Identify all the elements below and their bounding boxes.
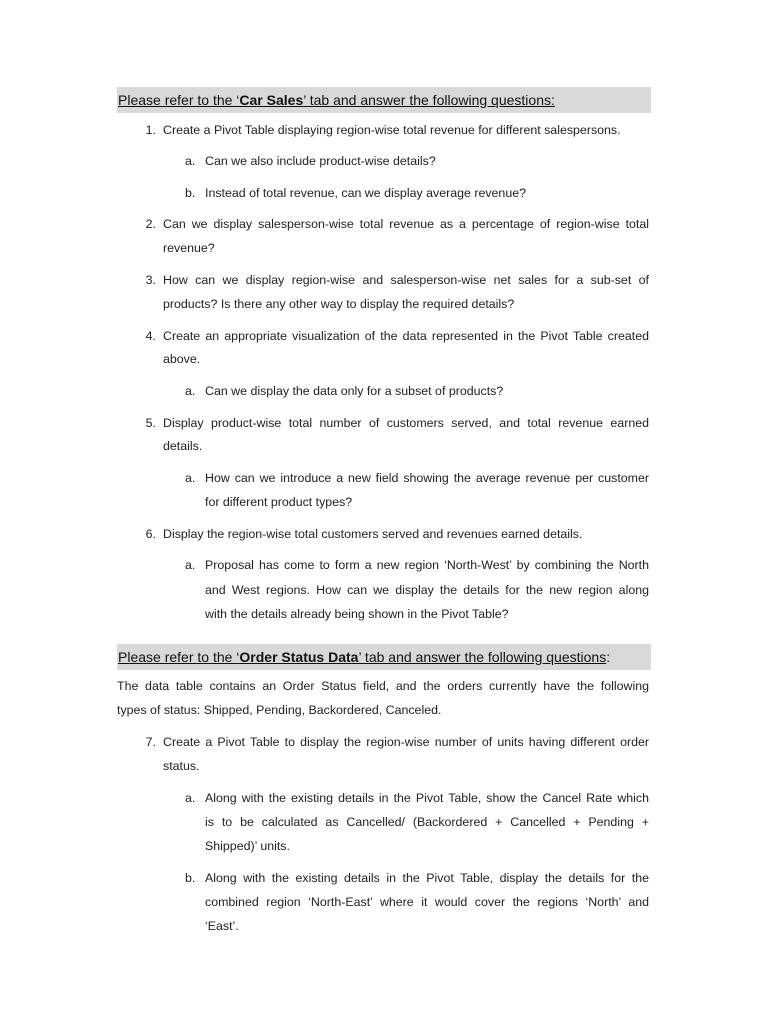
question-number: 7. — [145, 735, 156, 749]
sub-question-text: is to be calculated as Cancelled/ (Backordered + Cancelled + Pending + — [205, 815, 649, 829]
question-text: revenue? — [163, 241, 215, 255]
sub-question-text: Shipped)’ units. — [205, 839, 290, 853]
sub-question-text: for different product types? — [205, 495, 353, 509]
question-text: Can we display salesperson-wise total revenue as a percentage of region-wise total — [163, 217, 649, 231]
sub-question-text: Can we also include product-wise details? — [205, 154, 436, 168]
sub-question-label: a. — [185, 471, 196, 485]
sub-question-text: ‘East’. — [205, 919, 239, 933]
sub-question-label: a. — [185, 558, 196, 572]
sub-question-text: Along with the existing details in the Pivot Table, display the details for the — [205, 871, 649, 885]
sub-question-text: Can we display the data only for a subset of products? — [205, 384, 504, 398]
question-text: Display product-wise total number of customers served, and total revenue earned — [163, 416, 649, 430]
sub-question-text: combined region ‘North-East’ where it would cover the regions ‘North’ and — [205, 895, 649, 909]
sub-question-text: and West regions. How can we display the details for the new region along — [205, 583, 649, 597]
question-text: How can we display region-wise and salesperson-wise net sales for a sub-set of — [163, 273, 649, 287]
question-number: 4. — [145, 329, 156, 343]
intro-text: types of status: Shipped, Pending, Backordered, Canceled. — [117, 703, 442, 717]
question-text: details. — [163, 439, 203, 453]
sub-question-text: Proposal has come to form a new region ‘North-West’ by combining the North — [205, 558, 649, 572]
heading-text-bold: Car Sales — [239, 92, 304, 108]
question-text: above. — [163, 352, 201, 366]
section-heading-car-sales — [117, 87, 651, 113]
sub-question-text: Instead of total revenue, can we display average revenue? — [205, 186, 526, 200]
sub-question-label: a. — [185, 154, 196, 168]
sub-question-text: How can we introduce a new field showing the average revenue per customer — [205, 471, 649, 485]
sub-question-label: a. — [185, 384, 196, 398]
sub-question-text: with the details already being shown in the Pivot Table? — [205, 607, 509, 621]
sub-question-label: a. — [185, 791, 196, 805]
question-text: Create a Pivot Table to display the region-wise number of units having different order — [163, 735, 649, 749]
question-number: 3. — [145, 273, 156, 287]
heading-text-pre: Please refer to the ‘ — [118, 649, 240, 665]
heading-text-pre: Please refer to the ‘ — [118, 92, 240, 108]
sub-question-label: b. — [185, 186, 196, 200]
question-text: Create a Pivot Table displaying region-wise total revenue for different salespersons. — [163, 123, 621, 137]
question-text: products? Is there any other way to display the required details? — [163, 297, 515, 311]
question-text: Display the region-wise total customers served and revenues earned details. — [163, 527, 583, 541]
question-number: 1. — [145, 123, 156, 137]
heading-text-bold: Order Status Data — [239, 649, 359, 665]
question-text: status. — [163, 759, 200, 773]
intro-text: The data table contains an Order Status field, and the orders currently have the following — [117, 679, 649, 693]
heading-text-post: ’ tab and answer the following questions: — [303, 92, 555, 108]
section-heading-order-status — [117, 644, 651, 670]
heading-colon: : — [606, 649, 611, 665]
sub-question-label: b. — [185, 871, 196, 885]
question-number: 5. — [145, 416, 156, 430]
heading-text-post: ’ tab and answer the following questions — [358, 649, 607, 665]
sub-question-text: Along with the existing details in the Pivot Table, show the Cancel Rate which — [205, 791, 649, 805]
question-number: 6. — [145, 527, 156, 541]
question-number: 2. — [145, 217, 156, 231]
question-text: Create an appropriate visualization of the data represented in the Pivot Table created — [163, 329, 649, 343]
